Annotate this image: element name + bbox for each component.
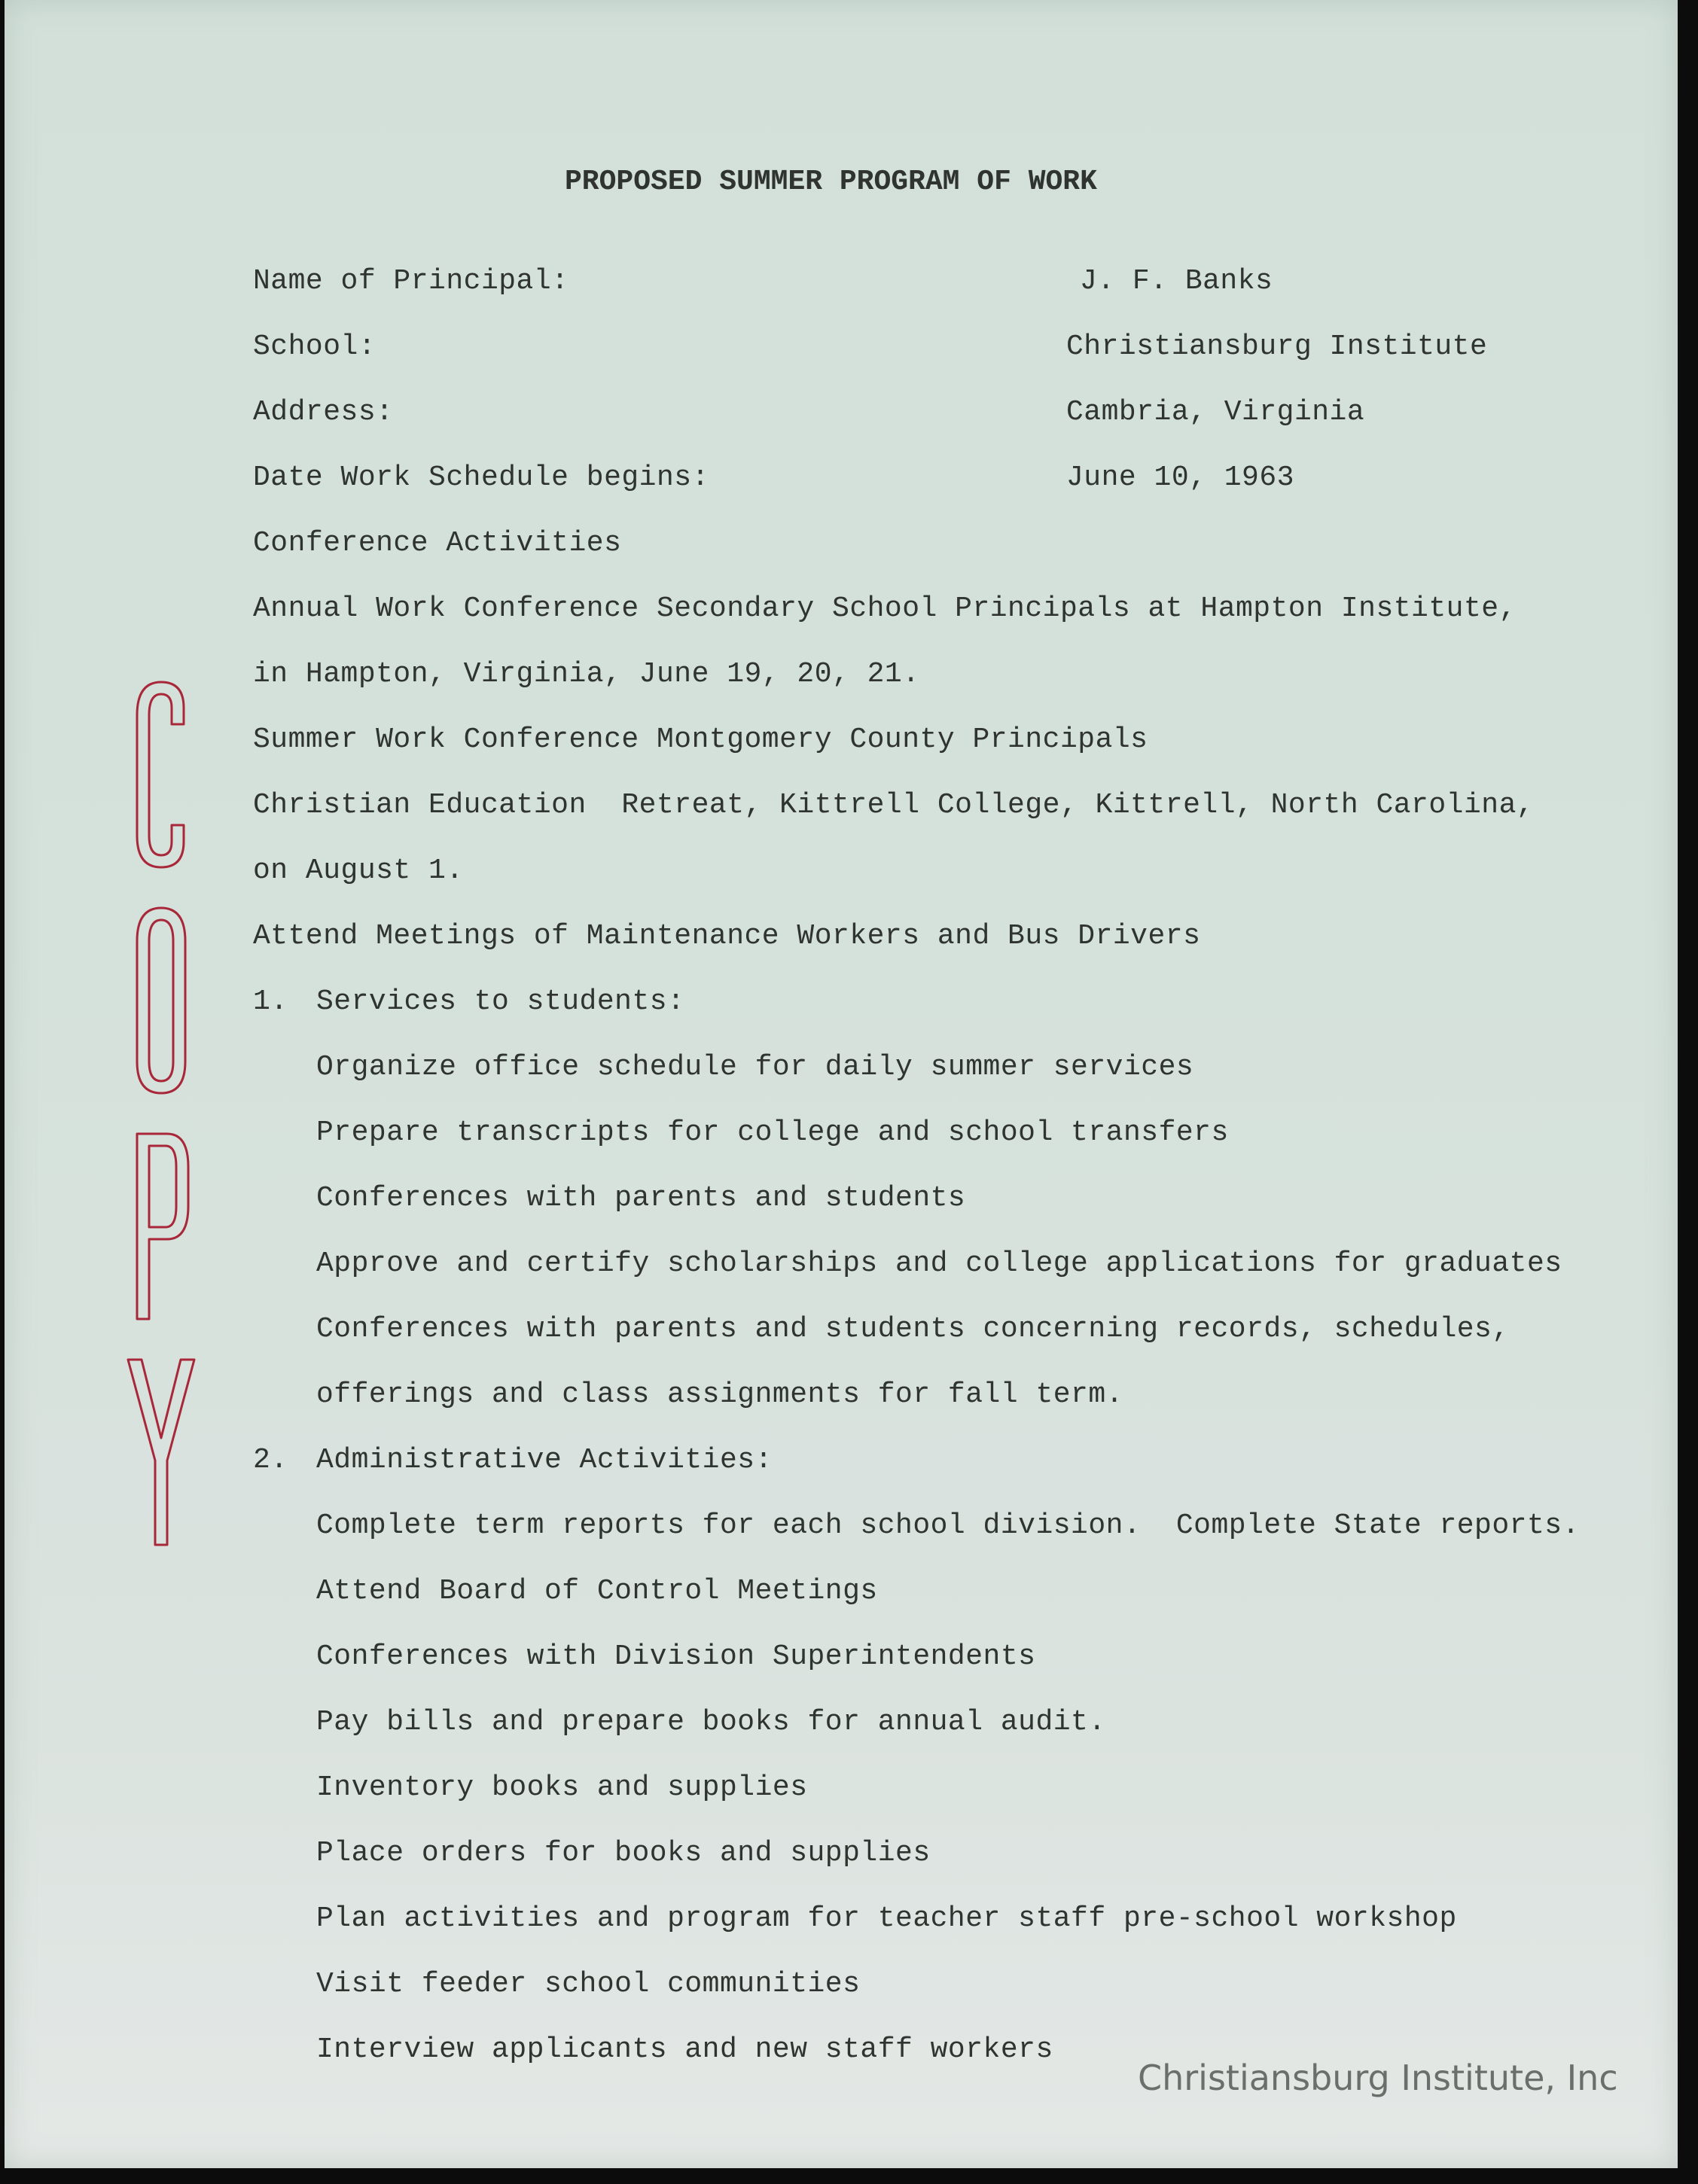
section-item: Plan activities and program for teacher staff pre-school workshop: [316, 1902, 1457, 1935]
section-item: Prepare transcripts for college and school transfers: [316, 1116, 1229, 1149]
section-item: Conferences with parents and students concerning records, schedules,: [316, 1313, 1510, 1345]
field-value-address: Cambria, Virginia: [1066, 396, 1365, 428]
conference-line: on August 1.: [253, 854, 464, 887]
field-label-address: Address:: [253, 396, 394, 428]
conference-line: in Hampton, Virginia, June 19, 20, 21.: [253, 658, 920, 690]
section-item: offerings and class assignments for fall term.: [316, 1378, 1123, 1411]
section-item: Conferences with parents and students: [316, 1182, 966, 1214]
conference-line: Annual Work Conference Secondary School Principals at Hampton Institute,: [253, 592, 1517, 625]
section-heading: Administrative Activities:: [316, 1444, 773, 1476]
field-label-principal: Name of Principal:: [253, 265, 569, 297]
section-item: Conferences with Division Superintendents: [316, 1640, 1036, 1673]
conference-heading: Conference Activities: [253, 527, 622, 559]
conference-line: Christian Education Retreat, Kittrell College, Kittrell, North Carolina,: [253, 789, 1535, 821]
copy-stamp: [123, 678, 199, 1551]
section-number: 1.: [253, 985, 288, 1018]
watermark-text: Christiansburg Institute, Inc: [1138, 2058, 1618, 2098]
section-heading: Services to students:: [316, 985, 685, 1018]
section-item: Complete term reports for each school division. Complete State reports.: [316, 1509, 1580, 1542]
conference-line: Attend Meetings of Maintenance Workers and Bus Drivers: [253, 920, 1201, 952]
conference-line: Summer Work Conference Montgomery County Principals: [253, 723, 1148, 756]
section-item: Visit feeder school communities: [316, 1968, 861, 2000]
field-value-school: Christiansburg Institute: [1066, 330, 1488, 363]
field-label-date: Date Work Schedule begins:: [253, 461, 709, 494]
section-item: Attend Board of Control Meetings: [316, 1575, 878, 1607]
section-item: Inventory books and supplies: [316, 1771, 808, 1804]
field-value-principal: J. F. Banks: [1080, 265, 1273, 297]
field-value-date: June 10, 1963: [1066, 461, 1294, 494]
section-item: Organize office schedule for daily summer services: [316, 1051, 1194, 1083]
document-page: [5, 0, 1678, 2168]
section-item: Interview applicants and new staff workers: [316, 2033, 1053, 2066]
section-number: 2.: [253, 1444, 288, 1476]
section-item: Approve and certify scholarships and college applications for graduates: [316, 1247, 1562, 1280]
section-item: Pay bills and prepare books for annual audit.: [316, 1706, 1106, 1738]
document-title: PROPOSED SUMMER PROGRAM OF WORK: [565, 166, 1097, 198]
section-item: Place orders for books and supplies: [316, 1837, 931, 1869]
field-label-school: School:: [253, 330, 376, 363]
